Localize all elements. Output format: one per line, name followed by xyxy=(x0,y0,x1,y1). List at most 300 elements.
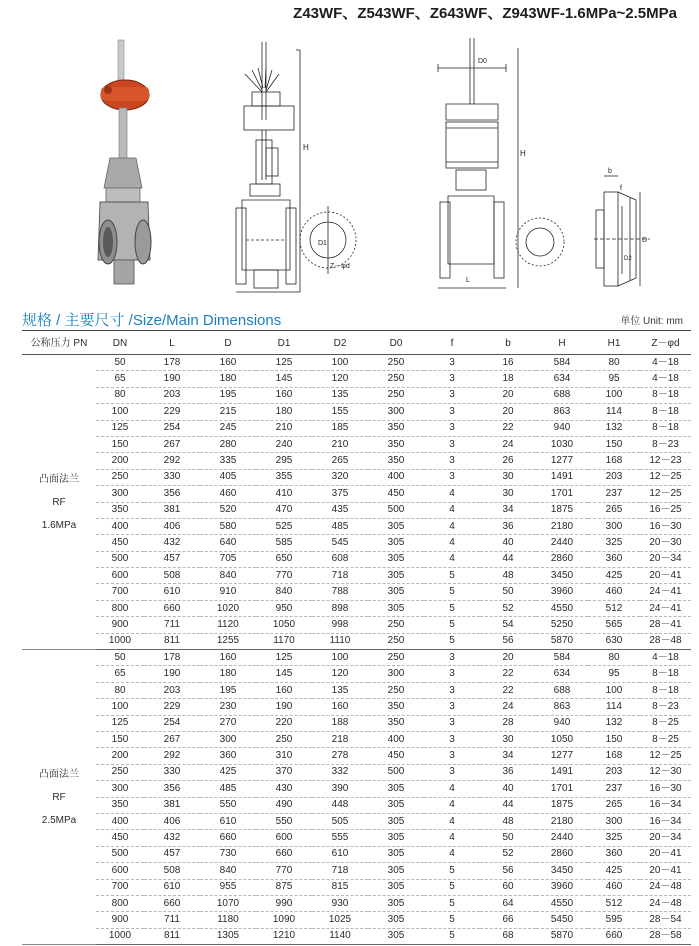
table-cell: 520 xyxy=(200,502,256,518)
table-cell: 300 xyxy=(368,666,424,682)
table-cell: 640 xyxy=(200,535,256,551)
table-cell: 24－41 xyxy=(640,600,691,616)
table-cell: 168 xyxy=(588,453,640,469)
table-cell: 36 xyxy=(480,518,536,534)
table-cell: 634 xyxy=(536,371,588,387)
table-cell: 203 xyxy=(588,469,640,485)
table-cell: 12－25 xyxy=(640,486,691,502)
dim-label-Z-phi-d: Z－φd xyxy=(330,263,350,270)
side-view-drawing xyxy=(236,42,356,292)
table-cell: 237 xyxy=(588,781,640,797)
pressure-class-line: RF xyxy=(52,496,66,508)
table-cell: 406 xyxy=(144,518,200,534)
table-row xyxy=(22,781,691,797)
table-cell: 180 xyxy=(256,404,312,420)
table-cell: 500 xyxy=(96,551,144,567)
table-cell: 4－18 xyxy=(640,650,691,666)
valve-drawings xyxy=(0,30,699,295)
table-row xyxy=(22,830,691,846)
table-cell: 237 xyxy=(588,486,640,502)
table-cell: 305 xyxy=(368,781,424,797)
table-cell: 1491 xyxy=(536,764,588,780)
table-cell: 3 xyxy=(424,666,480,682)
table-cell: 1140 xyxy=(312,928,368,944)
table-cell: 60 xyxy=(480,879,536,895)
table-cell: 718 xyxy=(312,568,368,584)
table-cell: 305 xyxy=(368,879,424,895)
table-cell: 160 xyxy=(256,682,312,698)
table-cell: 48 xyxy=(480,813,536,829)
column-header: DN xyxy=(96,333,144,355)
table-cell: 350 xyxy=(368,453,424,469)
table-cell: 512 xyxy=(588,895,640,911)
table-cell: 16－25 xyxy=(640,502,691,518)
table-cell: 898 xyxy=(312,600,368,616)
table-cell: 1875 xyxy=(536,502,588,518)
table-cell: 22 xyxy=(480,666,536,682)
table-cell: 305 xyxy=(368,846,424,862)
table-cell: 36 xyxy=(480,764,536,780)
table-cell: 250 xyxy=(256,731,312,747)
table-cell: 20－41 xyxy=(640,568,691,584)
table-cell: 280 xyxy=(200,436,256,452)
table-cell: 305 xyxy=(368,568,424,584)
table-cell: 160 xyxy=(312,699,368,715)
table-cell: 8－18 xyxy=(640,666,691,682)
table-body xyxy=(22,355,691,945)
title-divider xyxy=(22,330,691,331)
table-cell: 448 xyxy=(312,797,368,813)
table-cell: 508 xyxy=(144,863,200,879)
table-cell: 250 xyxy=(368,617,424,633)
table-row xyxy=(22,600,691,616)
table-cell: 3 xyxy=(424,453,480,469)
table-cell: 28－54 xyxy=(640,912,691,928)
table-row xyxy=(22,420,691,436)
table-cell: 190 xyxy=(256,699,312,715)
table-cell: 634 xyxy=(536,666,588,682)
dim-label-D: D xyxy=(642,237,648,244)
table-cell: 1701 xyxy=(536,781,588,797)
pneumatic-view-drawing xyxy=(438,38,564,288)
table-row xyxy=(22,633,691,649)
table-cell: 3 xyxy=(424,731,480,747)
table-row xyxy=(22,879,691,895)
table-cell: 705 xyxy=(200,551,256,567)
table-cell: 3960 xyxy=(536,584,588,600)
table-cell: 1277 xyxy=(536,748,588,764)
table-cell: 565 xyxy=(588,617,640,633)
table-cell: 811 xyxy=(144,928,200,944)
pressure-class-line: 2.5MPa xyxy=(41,814,77,826)
table-cell: 490 xyxy=(256,797,312,813)
table-cell: 1050 xyxy=(256,617,312,633)
table-cell: 900 xyxy=(96,617,144,633)
table-cell: 550 xyxy=(256,813,312,829)
table-cell: 54 xyxy=(480,617,536,633)
section-title: 规格 / 主要尺寸 /Size/Main Dimensions xyxy=(22,312,282,329)
table-cell: 335 xyxy=(200,453,256,469)
table-cell: 555 xyxy=(312,830,368,846)
table-cell: 360 xyxy=(588,846,640,862)
table-cell: 245 xyxy=(200,420,256,436)
table-cell: 114 xyxy=(588,699,640,715)
table-cell: 295 xyxy=(256,453,312,469)
table-cell: 30 xyxy=(480,469,536,485)
table-cell: 770 xyxy=(256,568,312,584)
table-cell: 132 xyxy=(588,715,640,731)
table-cell: 2860 xyxy=(536,846,588,862)
table-cell: 711 xyxy=(144,617,200,633)
table-cell: 1000 xyxy=(96,633,144,649)
table-cell: 100 xyxy=(96,699,144,715)
table-cell: 160 xyxy=(256,387,312,403)
table-cell: 320 xyxy=(312,469,368,485)
table-cell: 64 xyxy=(480,895,536,911)
column-header: H1 xyxy=(588,333,640,355)
table-cell: 3960 xyxy=(536,879,588,895)
table-cell: 190 xyxy=(144,666,200,682)
table-cell: 18 xyxy=(480,371,536,387)
table-cell: 80 xyxy=(588,650,640,666)
table-row xyxy=(22,666,691,682)
table-cell: 508 xyxy=(144,568,200,584)
table-cell: 52 xyxy=(480,846,536,862)
table-cell: 4 xyxy=(424,551,480,567)
column-header: f xyxy=(424,333,480,355)
table-cell: 990 xyxy=(256,895,312,911)
table-cell: 20－41 xyxy=(640,846,691,862)
table-cell: 815 xyxy=(312,879,368,895)
table-cell: 24 xyxy=(480,699,536,715)
table-cell: 360 xyxy=(200,748,256,764)
table-cell: 370 xyxy=(256,764,312,780)
table-cell: 100 xyxy=(588,387,640,403)
table-cell: 5250 xyxy=(536,617,588,633)
table-cell: 525 xyxy=(256,518,312,534)
table-cell: 12－23 xyxy=(640,453,691,469)
table-cell: 4 xyxy=(424,486,480,502)
table-cell: 200 xyxy=(96,748,144,764)
column-header: D xyxy=(200,333,256,355)
table-cell: 1110 xyxy=(312,633,368,649)
table-cell: 145 xyxy=(256,666,312,682)
table-cell: 34 xyxy=(480,502,536,518)
table-cell: 610 xyxy=(144,584,200,600)
table-cell: 20－34 xyxy=(640,830,691,846)
table-cell: 350 xyxy=(368,436,424,452)
table-cell: 3 xyxy=(424,699,480,715)
table-cell: 330 xyxy=(144,469,200,485)
table-cell: 188 xyxy=(312,715,368,731)
table-cell: 450 xyxy=(96,830,144,846)
table-cell: 863 xyxy=(536,699,588,715)
table-cell: 1305 xyxy=(200,928,256,944)
table-cell: 4 xyxy=(424,797,480,813)
table-cell: 470 xyxy=(256,502,312,518)
table-cell: 80 xyxy=(96,387,144,403)
table-cell: 863 xyxy=(536,404,588,420)
table-row xyxy=(22,928,691,944)
table-cell: 250 xyxy=(368,682,424,698)
table-cell: 325 xyxy=(588,535,640,551)
table-row xyxy=(22,486,691,502)
table-cell: 56 xyxy=(480,863,536,879)
table-cell: 4 xyxy=(424,813,480,829)
table-cell: 350 xyxy=(96,502,144,518)
table-cell: 3 xyxy=(424,682,480,698)
table-cell: 5 xyxy=(424,879,480,895)
table-cell: 265 xyxy=(588,502,640,518)
table-cell: 16－34 xyxy=(640,797,691,813)
table-cell: 305 xyxy=(368,895,424,911)
table-cell: 5 xyxy=(424,600,480,616)
table-cell: 4550 xyxy=(536,600,588,616)
table-cell: 910 xyxy=(200,584,256,600)
table-cell: 28－41 xyxy=(640,617,691,633)
table-cell: 1701 xyxy=(536,486,588,502)
table-cell: 5870 xyxy=(536,633,588,649)
table-cell: 210 xyxy=(256,420,312,436)
table-cell: 355 xyxy=(256,469,312,485)
table-row xyxy=(22,404,691,420)
table-cell: 435 xyxy=(312,502,368,518)
table-row xyxy=(22,846,691,862)
table-cell: 840 xyxy=(200,568,256,584)
table-cell: 660 xyxy=(144,895,200,911)
table-cell: 940 xyxy=(536,420,588,436)
table-cell: 3450 xyxy=(536,568,588,584)
table-cell: 840 xyxy=(256,584,312,600)
table-row xyxy=(22,813,691,829)
table-cell: 608 xyxy=(312,551,368,567)
table-cell: 168 xyxy=(588,748,640,764)
table-row xyxy=(22,371,691,387)
table-cell: 114 xyxy=(588,404,640,420)
table-cell: 100 xyxy=(312,355,368,371)
flange-detail-drawing xyxy=(594,176,650,286)
table-cell: 2440 xyxy=(536,830,588,846)
table-cell: 305 xyxy=(368,863,424,879)
table-cell: 250 xyxy=(96,764,144,780)
table-row xyxy=(22,518,691,534)
table-cell: 250 xyxy=(368,650,424,666)
valve-photo xyxy=(98,40,151,284)
table-cell: 660 xyxy=(256,846,312,862)
table-cell: 200 xyxy=(96,453,144,469)
table-row xyxy=(22,551,691,567)
table-cell: 20 xyxy=(480,404,536,420)
table-cell: 95 xyxy=(588,371,640,387)
table-cell: 8－25 xyxy=(640,731,691,747)
table-row xyxy=(22,863,691,879)
table-cell: 460 xyxy=(588,584,640,600)
table-cell: 930 xyxy=(312,895,368,911)
table-cell: 3450 xyxy=(536,863,588,879)
table-cell: 270 xyxy=(200,715,256,731)
table-cell: 22 xyxy=(480,420,536,436)
table-cell: 8－18 xyxy=(640,387,691,403)
table-cell: 1050 xyxy=(536,731,588,747)
table-cell: 3 xyxy=(424,748,480,764)
column-header: b xyxy=(480,333,536,355)
table-cell: 4 xyxy=(424,535,480,551)
table-cell: 12－30 xyxy=(640,764,691,780)
table-cell: 220 xyxy=(256,715,312,731)
table-cell: 350 xyxy=(368,715,424,731)
table-cell: 4 xyxy=(424,830,480,846)
table-cell: 410 xyxy=(256,486,312,502)
table-cell: 390 xyxy=(312,781,368,797)
table-row xyxy=(22,731,691,747)
table-cell: 50 xyxy=(480,584,536,600)
table-row xyxy=(22,355,691,371)
table-cell: 254 xyxy=(144,715,200,731)
table-cell: 44 xyxy=(480,551,536,567)
table-cell: 305 xyxy=(368,912,424,928)
table-cell: 5870 xyxy=(536,928,588,944)
table-cell: 688 xyxy=(536,682,588,698)
table-cell: 718 xyxy=(312,863,368,879)
table-cell: 955 xyxy=(200,879,256,895)
table-cell: 28－48 xyxy=(640,633,691,649)
table-cell: 425 xyxy=(588,568,640,584)
table-cell: 203 xyxy=(144,387,200,403)
table-cell: 300 xyxy=(368,404,424,420)
table-cell: 375 xyxy=(312,486,368,502)
table-cell: 4－18 xyxy=(640,355,691,371)
table-cell: 700 xyxy=(96,584,144,600)
table-cell: 95 xyxy=(588,666,640,682)
table-cell: 350 xyxy=(368,699,424,715)
table-cell: 65 xyxy=(96,371,144,387)
table-cell: 125 xyxy=(96,715,144,731)
table-cell: 325 xyxy=(588,830,640,846)
table-cell: 788 xyxy=(312,584,368,600)
table-cell: 580 xyxy=(200,518,256,534)
table-cell: 24 xyxy=(480,436,536,452)
table-cell: 218 xyxy=(312,731,368,747)
table-cell: 5450 xyxy=(536,912,588,928)
table-cell: 406 xyxy=(144,813,200,829)
table-cell: 24－41 xyxy=(640,584,691,600)
table-row xyxy=(22,682,691,698)
table-cell: 125 xyxy=(256,355,312,371)
pressure-class-line: RF xyxy=(52,791,66,803)
table-cell: 250 xyxy=(368,387,424,403)
table-cell: 22 xyxy=(480,682,536,698)
table-cell: 250 xyxy=(368,355,424,371)
table-cell: 48 xyxy=(480,568,536,584)
table-cell: 5 xyxy=(424,895,480,911)
table-cell: 8－18 xyxy=(640,404,691,420)
table-cell: 240 xyxy=(256,436,312,452)
table-cell: 1090 xyxy=(256,912,312,928)
table-cell: 4 xyxy=(424,502,480,518)
table-cell: 265 xyxy=(312,453,368,469)
table-row xyxy=(22,436,691,452)
table-cell: 120 xyxy=(312,371,368,387)
table-cell: 210 xyxy=(312,436,368,452)
table-cell: 450 xyxy=(368,486,424,502)
table-cell: 20－30 xyxy=(640,535,691,551)
table-cell: 180 xyxy=(200,371,256,387)
table-cell: 356 xyxy=(144,781,200,797)
table-cell: 305 xyxy=(368,830,424,846)
table-cell: 150 xyxy=(588,731,640,747)
table-cell: 305 xyxy=(368,551,424,567)
table-cell: 305 xyxy=(368,928,424,944)
table-cell: 875 xyxy=(256,879,312,895)
table-cell: 229 xyxy=(144,699,200,715)
table-cell: 100 xyxy=(312,650,368,666)
column-header: D2 xyxy=(312,333,368,355)
table-cell: 457 xyxy=(144,846,200,862)
table-row xyxy=(22,584,691,600)
table-cell: 155 xyxy=(312,404,368,420)
table-cell: 660 xyxy=(200,830,256,846)
table-cell: 278 xyxy=(312,748,368,764)
table-cell: 1000 xyxy=(96,928,144,944)
table-cell: 292 xyxy=(144,748,200,764)
dim-label-D1: D1 xyxy=(318,240,327,247)
table-cell: 2180 xyxy=(536,813,588,829)
table-cell: 600 xyxy=(256,830,312,846)
table-cell: 150 xyxy=(96,731,144,747)
table-cell: 500 xyxy=(368,764,424,780)
table-row xyxy=(22,764,691,780)
table-cell: 800 xyxy=(96,895,144,911)
dim-label-D2: D2 xyxy=(624,256,632,262)
table-cell: 5 xyxy=(424,568,480,584)
table-cell: 688 xyxy=(536,387,588,403)
table-cell: 432 xyxy=(144,535,200,551)
table-cell: 381 xyxy=(144,797,200,813)
table-cell: 460 xyxy=(588,879,640,895)
table-cell: 26 xyxy=(480,453,536,469)
pressure-class-line: 1.6MPa xyxy=(41,519,77,531)
table-cell: 940 xyxy=(536,715,588,731)
table-cell: 80 xyxy=(96,682,144,698)
table-cell: 305 xyxy=(368,813,424,829)
table-cell: 4 xyxy=(424,781,480,797)
table-cell: 8－18 xyxy=(640,420,691,436)
table-cell: 1020 xyxy=(200,600,256,616)
table-cell: 180 xyxy=(200,666,256,682)
table-cell: 305 xyxy=(368,584,424,600)
table-cell: 300 xyxy=(96,486,144,502)
table-cell: 3 xyxy=(424,420,480,436)
table-cell: 3 xyxy=(424,387,480,403)
table-cell: 610 xyxy=(144,879,200,895)
table-cell: 50 xyxy=(96,355,144,371)
table-cell: 457 xyxy=(144,551,200,567)
pressure-class-line: 凸面法兰 xyxy=(39,473,79,485)
table-cell: 4550 xyxy=(536,895,588,911)
table-cell: 310 xyxy=(256,748,312,764)
table-cell: 178 xyxy=(144,650,200,666)
table-cell: 16－30 xyxy=(640,781,691,797)
table-cell: 305 xyxy=(368,600,424,616)
table-cell: 584 xyxy=(536,650,588,666)
table-cell: 425 xyxy=(200,764,256,780)
table-row xyxy=(22,535,691,551)
table-cell: 203 xyxy=(144,682,200,698)
table-cell: 4－18 xyxy=(640,371,691,387)
table-row xyxy=(22,748,691,764)
table-row xyxy=(22,650,691,666)
table-header-row xyxy=(22,333,691,355)
